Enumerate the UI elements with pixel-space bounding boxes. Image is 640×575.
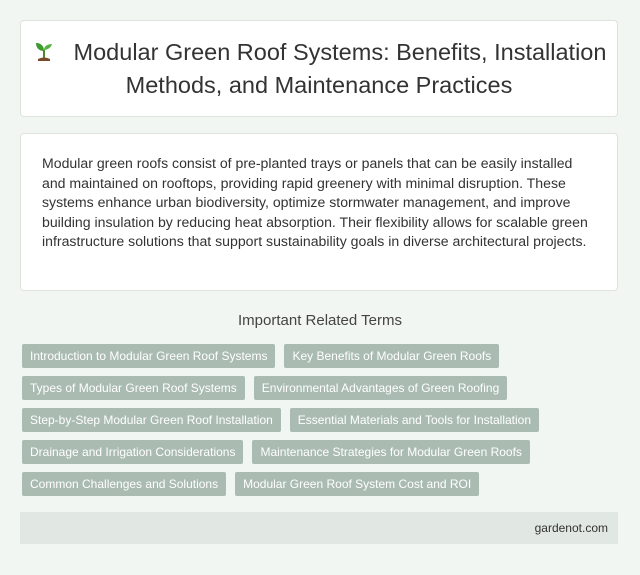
related-term-tag[interactable]: Step-by-Step Modular Green Roof Installation [22, 408, 281, 432]
footer-site-link[interactable]: gardenot.com [534, 521, 608, 535]
related-term-tag[interactable]: Introduction to Modular Green Roof Systems [22, 344, 275, 368]
footer-bar [20, 512, 618, 544]
related-term-tag[interactable]: Common Challenges and Solutions [22, 472, 226, 496]
seedling-icon [32, 39, 56, 70]
related-term-tag[interactable]: Drainage and Irrigation Considerations [22, 440, 243, 464]
related-term-tag[interactable]: Essential Materials and Tools for Installation [290, 408, 539, 432]
related-term-tag[interactable]: Key Benefits of Modular Green Roofs [284, 344, 499, 368]
page-title-text: Modular Green Roof Systems: Benefits, Installation Methods, and Maintenance Practices [73, 39, 607, 98]
related-terms-heading: Important Related Terms [238, 312, 402, 329]
related-terms-list [22, 344, 622, 496]
related-term-tag[interactable]: Types of Modular Green Roof Systems [22, 376, 245, 400]
intro-paragraph: Modular green roofs consist of pre-planted trays or panels that can be easily installed and maintained on rooftops, providing rapid greenery with minimal disruption. These systems enhance urban biodiversity, optimize stormwater management, and improve building insulation by reducing heat absorption. Their flexibility allows for scalable green infrastructure solutions that support sustainability goals in diverse architectural projects. [42, 155, 588, 250]
intro-card [20, 133, 618, 291]
related-term-tag[interactable]: Environmental Advantages of Green Roofing [254, 376, 507, 400]
related-term-tag[interactable]: Maintenance Strategies for Modular Green Roofs [252, 440, 529, 464]
page-title [21, 37, 617, 100]
title-card [20, 20, 618, 117]
related-term-tag[interactable]: Modular Green Roof System Cost and ROI [235, 472, 479, 496]
